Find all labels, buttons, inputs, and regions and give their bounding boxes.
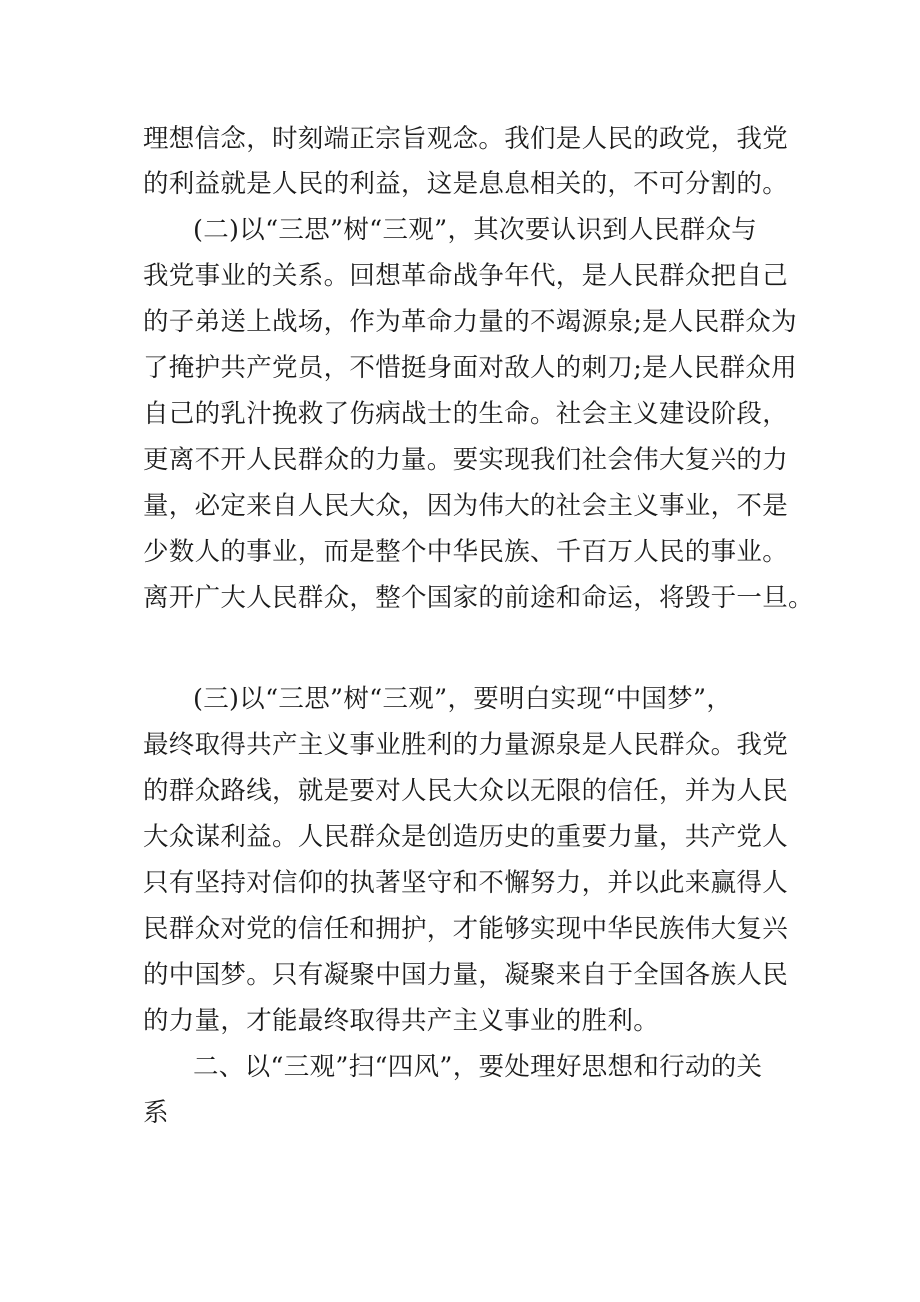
text-line: 系	[143, 1098, 169, 1128]
text-line: 的中国梦。只有凝聚中国力量，凝聚来自于全国各族人民	[143, 960, 789, 990]
text-line: 最终取得共产主义事业胜利的力量源泉是人民群众。我党	[143, 730, 789, 760]
text-line: 大众谋利益。人民群众是创造历史的重要力量，共产党人	[143, 822, 789, 852]
text-line: 了掩护共产党员，不惜挺身面对敌人的刺刀;是人民群众用	[143, 353, 797, 383]
text-line: 民群众对党的信任和拥护，才能够实现中华民族伟大复兴	[143, 914, 789, 944]
text-line: 理想信念，时刻端正宗旨观念。我们是人民的政党，我党	[143, 124, 789, 154]
text-line: 更离不开人民群众的力量。要实现我们社会伟大复兴的力	[143, 445, 789, 475]
text-line: 的子弟送上战场，作为革命力量的不竭源泉;是人民群众为	[143, 307, 797, 337]
text-line: 的力量，才能最终取得共产主义事业的胜利。	[143, 1006, 660, 1036]
text-line: 少数人的事业，而是整个中华民族、千百万人民的事业。	[143, 537, 789, 567]
text-line: 的群众路线，就是要对人民大众以无限的信任，并为人民	[143, 776, 789, 806]
text-line: 的利益就是人民的利益，这是息息相关的，不可分割的。	[143, 169, 789, 199]
text-line: 我党事业的关系。回想革命战争年代，是人民群众把自己	[143, 261, 789, 291]
text-line: 离开广大人民群众，整个国家的前途和命运，将毁于一旦。	[143, 583, 814, 613]
paragraph-heading: (三)以“三思”树“三观”，要明白实现“中国梦”，	[193, 684, 733, 714]
text-line: 只有坚持对信仰的执著坚守和不懈努力，并以此来赢得人	[143, 868, 789, 898]
text-line: 自己的乳汁挽救了伤病战士的生命。社会主义建设阶段，	[143, 399, 789, 429]
section-heading: 二、以“三观”扫“四风”，要处理好思想和行动的关	[193, 1052, 763, 1082]
paragraph-heading: (二)以“三思”树“三观”，其次要认识到人民群众与	[193, 215, 758, 245]
text-line: 量，必定来自人民大众，因为伟大的社会主义事业，不是	[143, 491, 789, 521]
